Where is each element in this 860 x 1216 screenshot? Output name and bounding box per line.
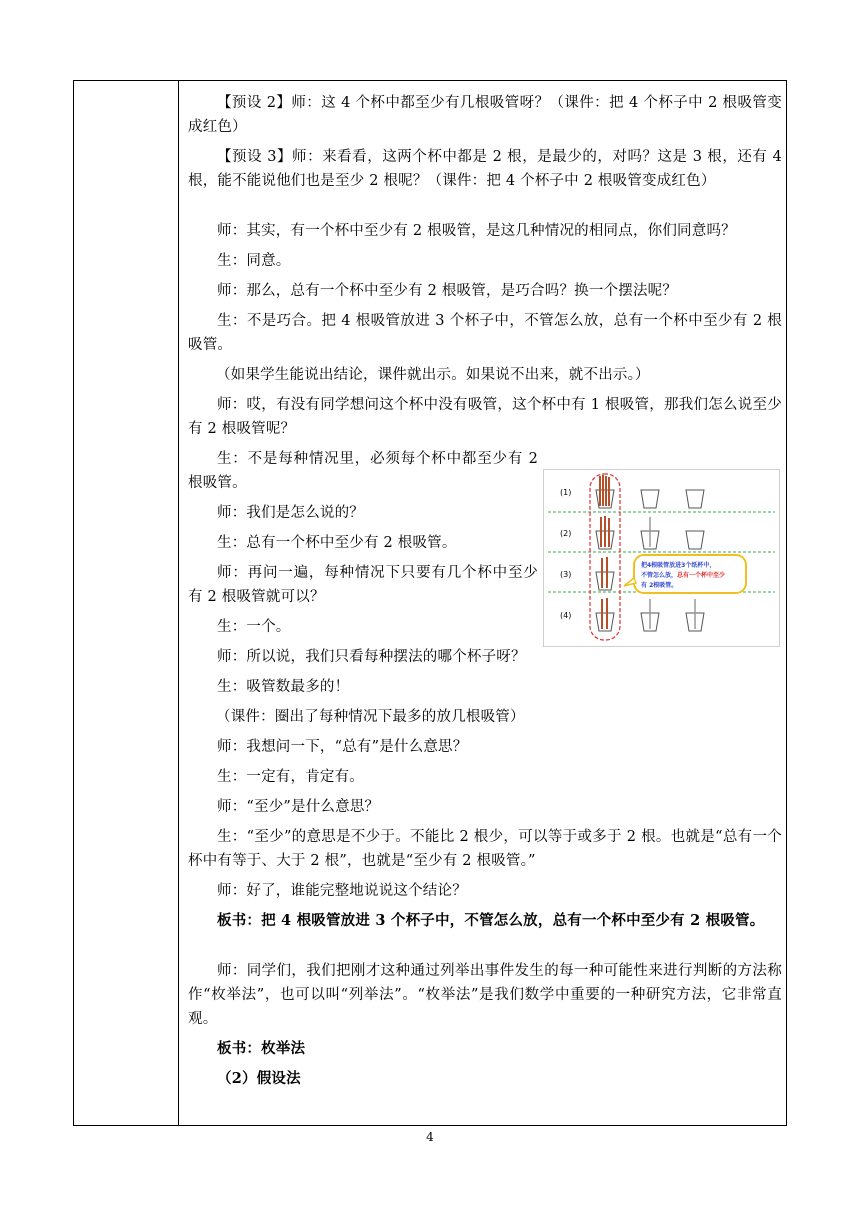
- paragraph: 师：“至少”是什么意思？: [217, 799, 380, 815]
- paragraph: 师：所以说，我们只看每种摆法的哪个杯子呀？: [217, 649, 526, 665]
- paragraph: 师：我们是怎么说的？: [217, 505, 364, 521]
- paragraph: 生：“至少”的意思是不少于。不能比 2 根少，可以等于或多于 2 根。也就是“总有一个杯中有等于、大于 2 根”，也就是“至少有 2 根吸管。”: [188, 829, 782, 869]
- lesson-table: [73, 80, 787, 1126]
- paragraph: 师：我想问一下，“总有”是什么意思？: [217, 739, 468, 755]
- paragraph: 师：其实，有一个杯中至少有 2 根吸管，是这几种情况的相同点，你们同意吗？: [217, 223, 736, 239]
- cup-icon: [596, 613, 614, 631]
- paragraph: 生：同意。: [217, 253, 291, 269]
- paragraph: 生：总有一个杯中至少有 2 根吸管。: [217, 535, 457, 551]
- paragraph: 师：哎，有没有同学想问这个杯中没有吸管，这个杯中有 1 根吸管，那我们怎么说至少有 2 根吸管呢？: [188, 397, 782, 437]
- row-label: (3): [560, 570, 572, 579]
- paragraph: 生：一定有，肯定有。: [217, 769, 364, 785]
- page-number: 4: [426, 1130, 434, 1144]
- straw-cup-figure: [543, 469, 780, 647]
- cup-icon: [686, 490, 704, 508]
- row-label: (1): [560, 488, 572, 497]
- board-note-conclusion: 板书：把 4 根吸管放进 3 个杯子中，不管怎么放，总有一个杯中至少有 2 根吸管。: [217, 912, 765, 929]
- lesson-content: [188, 91, 782, 1097]
- section-heading: （2）假设法: [217, 1070, 301, 1087]
- straw-cup-diagram: [544, 470, 779, 646]
- paragraph-note: （如果学生能说出结论，课件就出示。如果说不出来，就不出示。）: [216, 367, 650, 383]
- paragraph: 生：不是每种情况里，必须每个杯中都至少有 2 根吸管。: [188, 451, 538, 491]
- paragraph: 师：那么，总有一个杯中至少有 2 根吸管，是巧合吗？换一个摆法呢？: [217, 283, 678, 299]
- paragraph-preset-3: 【预设 3】师：来看看，这两个杯中都是 2 根，是最少的，对吗？这是 3 根，还有 4 根，能不能说他们也是至少 2 根呢？（课件：把 4 个杯子中 2 根吸管变成红色）: [188, 149, 782, 189]
- bubble-text-line2: 不管怎么放，总有一个杯中至少: [641, 572, 726, 579]
- row-label: (2): [560, 529, 572, 538]
- paragraph: 师：再问一遍，每种情况下只要有几个杯中至少有 2 根吸管就可以？: [188, 565, 538, 605]
- paragraph-preset-2: 【预设 2】师：这 4 个杯中都至少有几根吸管呀？（课件：把 4 个杯子中 2 根吸管变成红色）: [188, 95, 782, 135]
- cup-row-4: [596, 598, 704, 631]
- paragraph: 师：好了，谁能完整地说说这个结论？: [217, 883, 467, 899]
- cup-icon: [686, 531, 704, 549]
- cup-row-1: [596, 475, 704, 508]
- conclusion-bubble: [624, 555, 746, 593]
- paragraph: 师：同学们，我们把刚才这种通过列举出事件发生的每一种可能性来进行判断的方法称作“枚举法”，也可以叫“列举法”。“枚举法”是我们数学中重要的一种研究方法，它非常直观。: [188, 963, 782, 1027]
- cup-icon: [596, 572, 614, 590]
- bubble-text-line1: 把4根吸管放进3个纸杯中，: [641, 562, 716, 569]
- paragraph: 生：吸管数最多的！: [217, 679, 350, 695]
- paragraph-note: （课件：圈出了每种情况下最多的放几根吸管）: [216, 709, 525, 725]
- cup-row-3: [596, 557, 614, 590]
- table-column-divider: [178, 81, 179, 1125]
- row-label: (4): [560, 611, 572, 620]
- cup-icon: [641, 490, 659, 508]
- paragraph: 生：不是巧合。把 4 根吸管放进 3 个杯子中，不管怎么放，总有一个杯中至少有 2 根吸管。: [188, 313, 782, 353]
- board-note-method: 板书：枚举法: [217, 1040, 306, 1057]
- cup-row-2: [596, 516, 704, 549]
- bubble-text-line3: 有 2根吸管。: [641, 582, 678, 589]
- paragraph: 生：一个。: [217, 619, 291, 635]
